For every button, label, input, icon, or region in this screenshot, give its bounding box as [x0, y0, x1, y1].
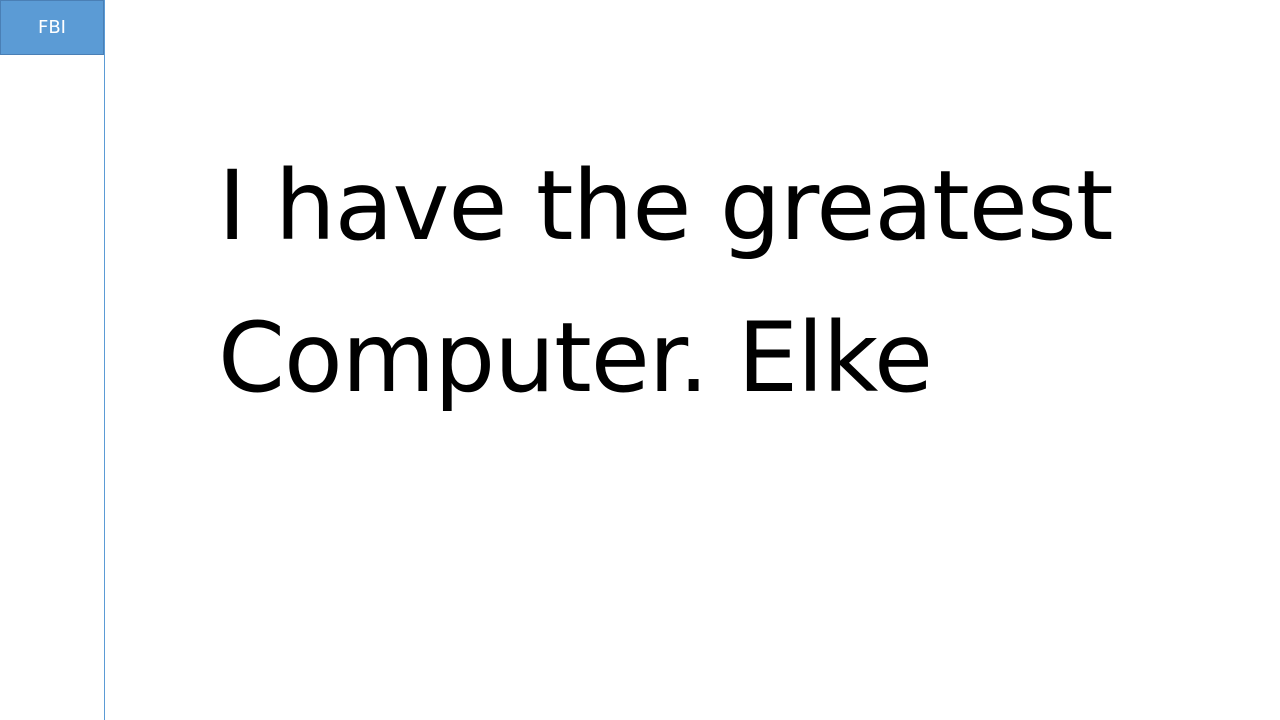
slide-body-text [218, 130, 1258, 434]
fbi-tag-label: FBI [37, 17, 66, 38]
fbi-tag [0, 0, 104, 55]
side-rule-divider [104, 0, 105, 720]
body-line-1: I have the greatest [218, 150, 1113, 262]
body-line-2: Computer. Elke [218, 302, 933, 414]
